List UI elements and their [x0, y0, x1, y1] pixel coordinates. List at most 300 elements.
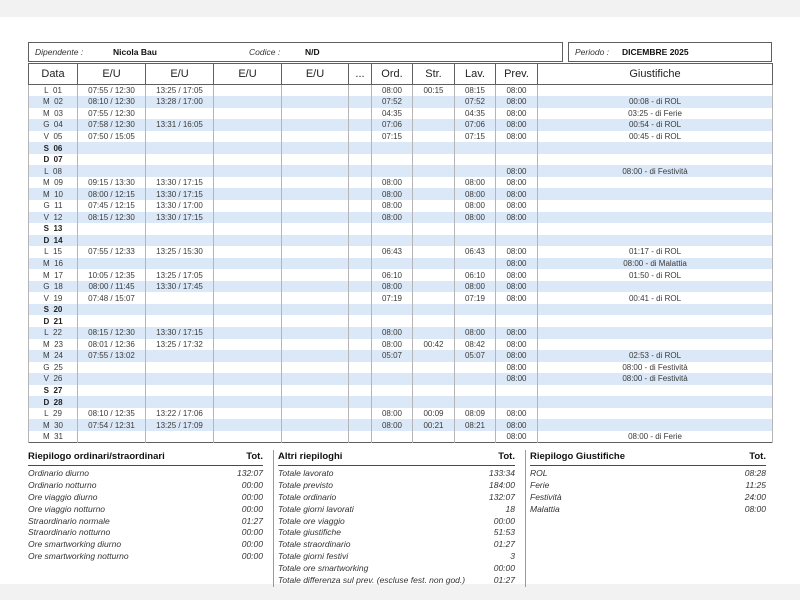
day-cell: V 19 — [29, 292, 78, 304]
day-cell: M 10 — [29, 188, 78, 200]
summary-label: Ordinario diurno — [28, 467, 89, 478]
summary-label: Straordinario notturno — [28, 527, 111, 538]
eu2-cell — [146, 292, 214, 304]
giustifiche-cell — [538, 142, 773, 154]
panel-header — [530, 450, 766, 466]
ord-cell: 07:19 — [372, 292, 413, 304]
summary-row — [278, 504, 515, 516]
eu3-cell — [214, 258, 282, 270]
panel-altri-riepiloghi — [278, 450, 521, 587]
eu4-cell — [282, 431, 349, 443]
eu3-cell — [214, 269, 282, 281]
summary-value: 00:00 — [241, 551, 263, 562]
timesheet-report — [28, 42, 772, 587]
day-cell: G 18 — [29, 281, 78, 293]
table-row — [29, 142, 773, 154]
summaries-section — [28, 450, 772, 587]
eu4-cell — [282, 246, 349, 258]
giustifiche-cell — [538, 177, 773, 189]
dots-cell — [349, 396, 372, 408]
giustifiche-cell: 00:08 - di ROL — [538, 96, 773, 108]
eu1-cell — [78, 235, 146, 247]
table-row — [29, 235, 773, 247]
prev-cell: 08:00 — [496, 258, 538, 270]
dots-cell — [349, 258, 372, 270]
eu4-cell — [282, 85, 349, 97]
eu2-cell: 13:25 / 17:09 — [146, 419, 214, 431]
str-cell — [413, 108, 455, 120]
summary-row — [28, 516, 263, 528]
prev-cell: 08:00 — [496, 212, 538, 224]
eu2-cell — [146, 165, 214, 177]
giustifiche-cell — [538, 304, 773, 316]
prev-cell: 08:00 — [496, 350, 538, 362]
prev-cell — [496, 235, 538, 247]
eu4-cell — [282, 108, 349, 120]
eu2-cell: 13:30 / 17:15 — [146, 212, 214, 224]
lav-cell — [455, 396, 496, 408]
eu2-cell — [146, 373, 214, 385]
eu4-cell — [282, 385, 349, 397]
period-info-box — [568, 42, 772, 62]
dots-cell — [349, 292, 372, 304]
eu2-cell — [146, 142, 214, 154]
str-cell — [413, 154, 455, 166]
summary-label: Ore smartworking diurno — [28, 539, 122, 550]
lav-cell: 07:52 — [455, 96, 496, 108]
eu3-cell — [214, 85, 282, 97]
giustifiche-cell — [538, 154, 773, 166]
dots-cell — [349, 327, 372, 339]
eu4-cell — [282, 154, 349, 166]
lav-cell — [455, 385, 496, 397]
eu3-cell — [214, 119, 282, 131]
ord-cell — [372, 154, 413, 166]
day-cell: G 04 — [29, 119, 78, 131]
eu4-cell — [282, 419, 349, 431]
str-cell — [413, 188, 455, 200]
eu1-cell: 07:54 / 12:31 — [78, 419, 146, 431]
prev-cell: 08:00 — [496, 362, 538, 374]
summary-label: Straordinario normale — [28, 515, 110, 526]
day-cell: S 06 — [29, 142, 78, 154]
ord-cell: 08:00 — [372, 85, 413, 97]
day-cell: G 25 — [29, 362, 78, 374]
prev-cell: 08:00 — [496, 131, 538, 143]
dots-cell — [349, 246, 372, 258]
dots-cell — [349, 108, 372, 120]
table-row — [29, 373, 773, 385]
table-row — [29, 246, 773, 258]
summary-row — [530, 504, 766, 516]
eu3-cell — [214, 200, 282, 212]
day-cell: M 16 — [29, 258, 78, 270]
dots-cell — [349, 119, 372, 131]
summary-label: Ore viaggio notturno — [28, 503, 106, 514]
eu2-cell — [146, 258, 214, 270]
eu4-cell — [282, 235, 349, 247]
table-row — [29, 258, 773, 270]
eu2-cell — [146, 396, 214, 408]
eu3-cell — [214, 419, 282, 431]
eu2-cell: 13:30 / 17:45 — [146, 281, 214, 293]
summary-label: Ordinario notturno — [28, 479, 97, 490]
eu2-cell: 13:25 / 17:05 — [146, 269, 214, 281]
eu1-cell — [78, 362, 146, 374]
lav-cell: 08:00 — [455, 327, 496, 339]
giustifiche-cell — [538, 188, 773, 200]
prev-cell: 08:00 — [496, 119, 538, 131]
dots-cell — [349, 223, 372, 235]
ord-cell: 06:10 — [372, 269, 413, 281]
giustifiche-cell — [538, 396, 773, 408]
prev-cell — [496, 385, 538, 397]
ord-cell: 08:00 — [372, 419, 413, 431]
table-row — [29, 431, 773, 443]
summary-value: 24:00 — [744, 491, 766, 502]
ord-cell — [372, 385, 413, 397]
eu3-cell — [214, 327, 282, 339]
day-cell: V 26 — [29, 373, 78, 385]
str-cell — [413, 327, 455, 339]
giustifiche-cell — [538, 408, 773, 420]
giustifiche-cell — [538, 385, 773, 397]
eu2-cell — [146, 304, 214, 316]
summary-label: Totale previsto — [278, 479, 333, 490]
eu4-cell — [282, 165, 349, 177]
str-cell — [413, 385, 455, 397]
eu1-cell: 08:10 / 12:35 — [78, 408, 146, 420]
panel-riepilogo-giustifiche — [530, 450, 772, 587]
str-cell — [413, 362, 455, 374]
lav-cell — [455, 362, 496, 374]
eu4-cell — [282, 131, 349, 143]
str-cell: 00:09 — [413, 408, 455, 420]
lav-cell — [455, 154, 496, 166]
ord-cell: 08:00 — [372, 188, 413, 200]
ord-cell — [372, 396, 413, 408]
table-row — [29, 85, 773, 97]
page-top-margin — [0, 0, 800, 17]
summary-label: Malattia — [530, 503, 560, 514]
summary-row — [28, 492, 263, 504]
eu4-cell — [282, 408, 349, 420]
ord-cell: 08:00 — [372, 200, 413, 212]
lav-cell — [455, 223, 496, 235]
eu1-cell — [78, 385, 146, 397]
str-cell — [413, 142, 455, 154]
summary-value: 184:00 — [489, 479, 515, 490]
eu4-cell — [282, 362, 349, 374]
ord-cell — [372, 373, 413, 385]
panel-tot-label: Tot. — [498, 450, 515, 462]
eu4-cell — [282, 269, 349, 281]
eu3-cell — [214, 177, 282, 189]
ord-cell — [372, 165, 413, 177]
col-header-eu-3: E/U — [214, 64, 282, 85]
ord-cell — [372, 304, 413, 316]
prev-cell: 08:00 — [496, 408, 538, 420]
table-row — [29, 223, 773, 235]
summary-value: 08:28 — [744, 467, 766, 478]
eu3-cell — [214, 362, 282, 374]
eu4-cell — [282, 304, 349, 316]
eu1-cell: 07:50 / 15:05 — [78, 131, 146, 143]
eu3-cell — [214, 292, 282, 304]
prev-cell — [496, 396, 538, 408]
dots-cell — [349, 212, 372, 224]
ord-cell: 08:00 — [372, 327, 413, 339]
day-cell: S 27 — [29, 385, 78, 397]
eu3-cell — [214, 108, 282, 120]
lav-cell — [455, 235, 496, 247]
dots-cell — [349, 315, 372, 327]
eu2-cell: 13:31 / 16:05 — [146, 119, 214, 131]
period-value: DICEMBRE 2025 — [622, 47, 689, 57]
lav-cell: 06:10 — [455, 269, 496, 281]
lav-cell: 08:00 — [455, 281, 496, 293]
panel-header — [278, 450, 515, 466]
dots-cell — [349, 177, 372, 189]
summary-value: 00:00 — [241, 503, 263, 514]
eu4-cell — [282, 315, 349, 327]
dots-cell — [349, 304, 372, 316]
summary-label: Ferie — [530, 479, 550, 490]
panel-ordinari-rows — [28, 468, 263, 563]
lav-cell: 08:09 — [455, 408, 496, 420]
eu2-cell — [146, 223, 214, 235]
prev-cell: 08:00 — [496, 292, 538, 304]
summary-label: Totale giorni festivi — [278, 551, 349, 562]
str-cell — [413, 315, 455, 327]
table-row — [29, 339, 773, 351]
col-header-eu-1: E/U — [78, 64, 146, 85]
ord-cell — [372, 362, 413, 374]
prev-cell — [496, 154, 538, 166]
eu3-cell — [214, 212, 282, 224]
dots-cell — [349, 373, 372, 385]
dots-cell — [349, 200, 372, 212]
panel-title: Riepilogo Giustifiche — [530, 450, 626, 462]
summary-row — [530, 468, 766, 480]
eu3-cell — [214, 96, 282, 108]
eu2-cell — [146, 350, 214, 362]
str-cell — [413, 119, 455, 131]
day-cell: M 24 — [29, 350, 78, 362]
eu1-cell: 07:55 / 12:30 — [78, 108, 146, 120]
summary-row — [28, 551, 263, 563]
prev-cell: 08:00 — [496, 373, 538, 385]
table-row — [29, 419, 773, 431]
col-header-data: Data — [29, 64, 78, 85]
summary-label: Festività — [530, 491, 562, 502]
eu4-cell — [282, 188, 349, 200]
day-cell: L 08 — [29, 165, 78, 177]
lav-cell: 07:15 — [455, 131, 496, 143]
ord-cell: 07:52 — [372, 96, 413, 108]
str-cell — [413, 431, 455, 443]
eu4-cell — [282, 96, 349, 108]
eu1-cell: 08:15 / 12:30 — [78, 212, 146, 224]
day-cell: D 21 — [29, 315, 78, 327]
eu1-cell — [78, 258, 146, 270]
giustifiche-cell: 02:53 - di ROL — [538, 350, 773, 362]
summary-value: 00:00 — [493, 515, 515, 526]
prev-cell: 08:00 — [496, 419, 538, 431]
summary-value: 00:00 — [241, 479, 263, 490]
employee-label: Dipendente : — [35, 47, 84, 57]
eu3-cell — [214, 304, 282, 316]
eu2-cell: 13:22 / 17:06 — [146, 408, 214, 420]
eu4-cell — [282, 223, 349, 235]
table-row — [29, 119, 773, 131]
ord-cell: 04:35 — [372, 108, 413, 120]
column-header-row — [29, 64, 773, 85]
dots-cell — [349, 188, 372, 200]
summary-row — [278, 480, 515, 492]
giustifiche-cell: 08:00 - di Festività — [538, 373, 773, 385]
summary-row — [28, 480, 263, 492]
summary-label: Totale giustifiche — [278, 527, 342, 538]
eu4-cell — [282, 142, 349, 154]
giustifiche-cell: 00:41 - di ROL — [538, 292, 773, 304]
giustifiche-cell — [538, 281, 773, 293]
eu4-cell — [282, 373, 349, 385]
eu1-cell: 08:10 / 12:30 — [78, 96, 146, 108]
eu2-cell — [146, 431, 214, 443]
prev-cell: 08:00 — [496, 188, 538, 200]
eu3-cell — [214, 385, 282, 397]
str-cell: 00:15 — [413, 85, 455, 97]
lav-cell — [455, 304, 496, 316]
table-row — [29, 188, 773, 200]
giustifiche-cell — [538, 235, 773, 247]
eu4-cell — [282, 212, 349, 224]
eu3-cell — [214, 339, 282, 351]
eu3-cell — [214, 396, 282, 408]
table-row — [29, 212, 773, 224]
giustifiche-cell: 08:00 - di Festività — [538, 362, 773, 374]
table-row — [29, 362, 773, 374]
eu2-cell: 13:30 / 17:15 — [146, 177, 214, 189]
str-cell — [413, 235, 455, 247]
day-cell: M 23 — [29, 339, 78, 351]
eu3-cell — [214, 188, 282, 200]
summary-label: Totale straordinario — [278, 539, 351, 550]
giustifiche-cell: 00:45 - di ROL — [538, 131, 773, 143]
summary-label: Totale giorni lavorati — [278, 503, 354, 514]
summary-value: 01:27 — [241, 515, 263, 526]
eu1-cell: 10:05 / 12:35 — [78, 269, 146, 281]
summary-value: 132:07 — [237, 467, 263, 478]
giustifiche-cell: 08:00 - di Festività — [538, 165, 773, 177]
eu1-cell: 07:55 / 12:33 — [78, 246, 146, 258]
summary-label: Totale ore viaggio — [278, 515, 345, 526]
lav-cell: 08:00 — [455, 188, 496, 200]
dots-cell — [349, 85, 372, 97]
table-row — [29, 269, 773, 281]
eu1-cell: 09:15 / 13:30 — [78, 177, 146, 189]
lav-cell: 06:43 — [455, 246, 496, 258]
str-cell — [413, 304, 455, 316]
report-header — [28, 42, 772, 62]
summary-value: 00:00 — [241, 527, 263, 538]
eu1-cell — [78, 154, 146, 166]
ord-cell: 05:07 — [372, 350, 413, 362]
summary-row — [278, 539, 515, 551]
eu3-cell — [214, 281, 282, 293]
eu1-cell: 07:58 / 12:30 — [78, 119, 146, 131]
col-header-eu-2: E/U — [146, 64, 214, 85]
str-cell — [413, 131, 455, 143]
lav-cell: 07:19 — [455, 292, 496, 304]
ord-cell: 06:43 — [372, 246, 413, 258]
day-cell: M 03 — [29, 108, 78, 120]
table-row — [29, 108, 773, 120]
eu2-cell: 13:28 / 17:00 — [146, 96, 214, 108]
day-cell: S 20 — [29, 304, 78, 316]
summary-row — [28, 504, 263, 516]
panel-giustifiche-rows — [530, 468, 766, 516]
col-header-ord: Ord. — [372, 64, 413, 85]
giustifiche-cell: 08:00 - di Ferie — [538, 431, 773, 443]
ord-cell: 07:15 — [372, 131, 413, 143]
eu4-cell — [282, 339, 349, 351]
ord-cell: 08:00 — [372, 212, 413, 224]
panel-divider — [525, 450, 526, 587]
giustifiche-cell: 03:25 - di Ferie — [538, 108, 773, 120]
dots-cell — [349, 339, 372, 351]
str-cell — [413, 292, 455, 304]
eu2-cell — [146, 108, 214, 120]
lav-cell: 04:35 — [455, 108, 496, 120]
prev-cell: 08:00 — [496, 281, 538, 293]
giustifiche-cell: 00:54 - di ROL — [538, 119, 773, 131]
table-row — [29, 131, 773, 143]
panel-tot-label: Tot. — [246, 450, 263, 462]
str-cell — [413, 281, 455, 293]
summary-label: Totale lavorato — [278, 467, 334, 478]
lav-cell — [455, 258, 496, 270]
day-cell: L 15 — [29, 246, 78, 258]
table-row — [29, 177, 773, 189]
lav-cell: 08:21 — [455, 419, 496, 431]
lav-cell — [455, 165, 496, 177]
prev-cell: 08:00 — [496, 269, 538, 281]
eu4-cell — [282, 200, 349, 212]
eu4-cell — [282, 350, 349, 362]
col-header-str: Str. — [413, 64, 455, 85]
lav-cell — [455, 373, 496, 385]
day-cell: L 01 — [29, 85, 78, 97]
dots-cell — [349, 419, 372, 431]
eu3-cell — [214, 350, 282, 362]
eu3-cell — [214, 223, 282, 235]
summary-row — [278, 575, 515, 587]
summary-row — [28, 468, 263, 480]
prev-cell: 08:00 — [496, 96, 538, 108]
col-header-dots: ... — [349, 64, 372, 85]
eu4-cell — [282, 327, 349, 339]
giustifiche-cell — [538, 212, 773, 224]
ord-cell: 08:00 — [372, 408, 413, 420]
table-row — [29, 396, 773, 408]
giustifiche-cell — [538, 200, 773, 212]
panel-header — [28, 450, 263, 466]
summary-row — [530, 492, 766, 504]
summary-row — [28, 527, 263, 539]
eu4-cell — [282, 177, 349, 189]
